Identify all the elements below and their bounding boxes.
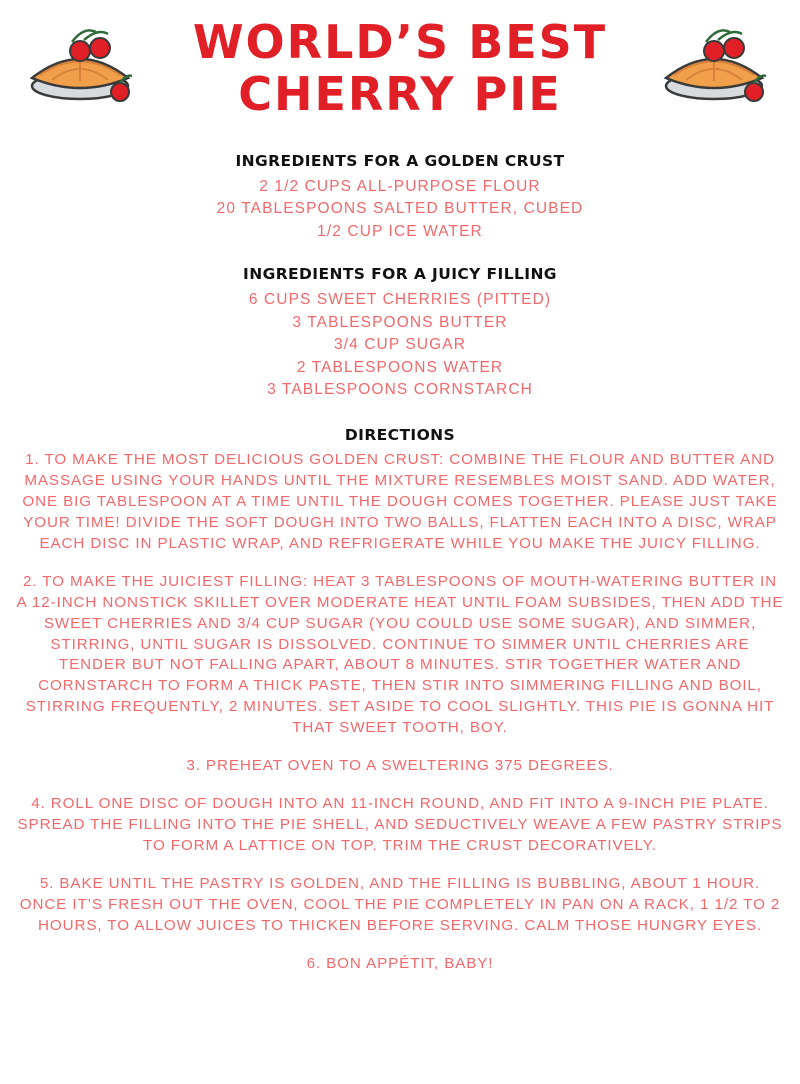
list-item: 3. PREHEAT OVEN TO A SWELTERING 375 DEGREES.: [186, 757, 614, 775]
list-item: 6. BON APPÉTIT, BABY!: [306, 955, 494, 973]
crust-heading: INGREDIENTS FOR A GOLDEN CRUST: [235, 152, 565, 170]
filling-ingredient-list: [0, 289, 800, 401]
list-item: 2 TABLESPOONS WATER: [296, 358, 504, 376]
header: [0, 0, 800, 130]
page-title: [193, 17, 607, 120]
crust-ingredient-list: [0, 176, 800, 243]
list-item: 6 CUPS SWEET CHERRIES (PITTED): [248, 291, 552, 309]
section-directions: [0, 426, 800, 975]
list-item: 4. ROLL ONE DISC OF DOUGH INTO AN 11-INCH ROUND, AND FIT INTO A 9-INCH PIE PLATE. SPREAD THE FILLING INTO THE PIE SHELL, AND SEDUCTIVELY WEAVE A FEW PASTRY STRIPS TO FORM A LATTICE ON TOP. TRIM THE CRUST DECORATIVELY.: [17, 795, 783, 855]
list-item: 3 TABLESPOONS BUTTER: [292, 313, 508, 331]
directions-heading: DIRECTIONS: [344, 425, 456, 444]
list-item: 5. BAKE UNTIL THE PASTRY IS GOLDEN, AND THE FILLING IS BUBBLING, ABOUT 1 HOUR. ONCE IT’S FRESH OUT THE OVEN, COOL THE PIE COMPLETELY IN PAN ON A RACK, 1 1/2 TO 2 HOURS, TO ALLOW JUICES TO THICKEN BEFORE SERVING. CALM THOSE HUNGRY EYES.: [19, 875, 781, 935]
list-item: 2 1/2 CUPS ALL-PURPOSE FLOUR: [259, 178, 541, 195]
section-filling-ingredients: [0, 265, 800, 401]
title-line-1: WORLD’S BEST: [192, 15, 608, 70]
cherry-pie-icon: [656, 18, 778, 113]
list-item: 20 TABLESPOONS SALTED BUTTER, CUBED: [216, 200, 584, 218]
list-item: 1/2 CUP ICE WATER: [317, 222, 483, 240]
list-item: 2. TO MAKE THE JUICIEST FILLING: HEAT 3 TABLESPOONS OF MOUTH-WATERING BUTTER IN A 12-INCH NONSTICK SKILLET OVER MODERATE HEAT UNTIL FOAM SUBSIDES, THEN ADD THE SWEET CHERRIES AND 3/4 CUP SUGAR (YOU COULD USE SOME SUGAR), AND SIMMER, STIRRING, UNTIL SUGAR IS DISSOLVED. CONTINUE TO SIMMER UNTIL CHERRIES ARE TENDER BUT NOT FALLING APART, ABOUT 8 MINUTES. STIR TOGETHER WATER AND CORNSTARCH TO FORM A THICK PASTE, THEN STIR INTO SIMMERING FILLING AND BOIL, STIRRING FREQUENTLY, 2 MINUTES. SET ASIDE TO COOL SLIGHTLY. THIS PIE IS GONNA HIT THAT SWEET TOOTH, BOY.: [16, 572, 784, 737]
section-crust-ingredients: [0, 152, 800, 243]
directions-steps: [0, 450, 800, 975]
list-item: 3/4 CUP SUGAR: [333, 336, 467, 354]
list-item: 3 TABLESPOONS CORNSTARCH: [267, 381, 533, 399]
list-item: 1. TO MAKE THE MOST DELICIOUS GOLDEN CRUST: COMBINE THE FLOUR AND BUTTER AND MASSAGE USING YOUR HANDS UNTIL THE MIXTURE RESEMBLES MOIST SAND. ADD WATER, ONE BIG TABLESPOON AT A TIME UNTIL THE DOUGH COMES TOGETHER. PLEASE JUST TAKE YOUR TIME! DIVIDE THE SOFT DOUGH INTO TWO BALLS, FLATTEN EACH INTO A DISC, WRAP EACH DISC IN PLASTIC WRAP, AND REFRIGERATE WHILE YOU MAKE THE JUICY FILLING.: [22, 450, 778, 552]
cherry-pie-icon: [22, 18, 144, 113]
filling-heading: INGREDIENTS FOR A JUICY FILLING: [243, 265, 557, 284]
title-line-2: CHERRY PIE: [238, 67, 562, 121]
